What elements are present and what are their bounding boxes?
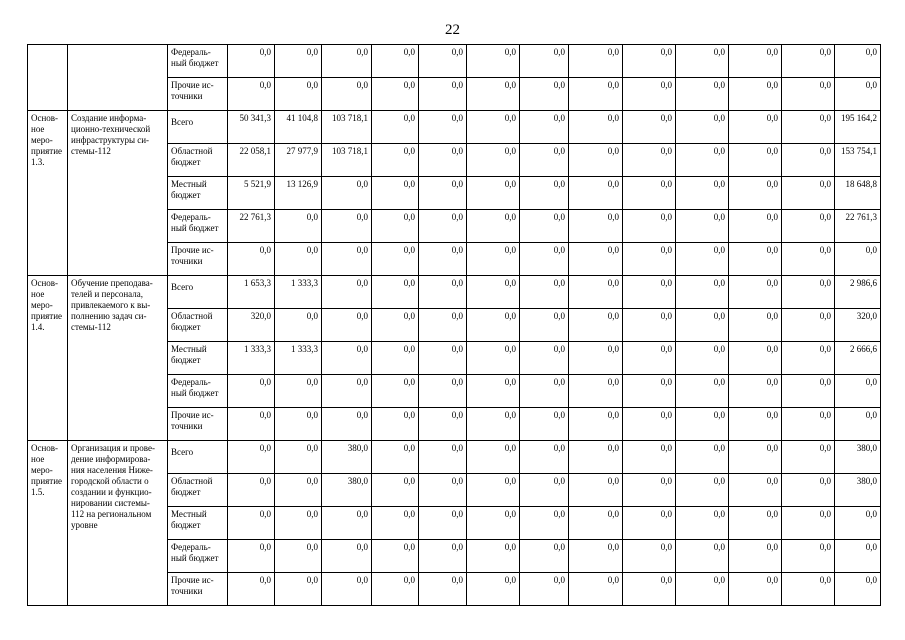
- value-cell: 0,0: [569, 45, 623, 78]
- page-number: 22: [445, 22, 460, 38]
- value-cell: 0,0: [676, 309, 729, 342]
- value-cell: 0,0: [322, 375, 372, 408]
- value-cell: 0,0: [569, 507, 623, 540]
- value-cell: 0,0: [372, 474, 419, 507]
- value-cell: 0,0: [520, 342, 569, 375]
- value-cell: 0,0: [782, 111, 835, 144]
- value-cell: 0,0: [419, 276, 467, 309]
- value-cell: 0,0: [520, 78, 569, 111]
- value-cell: 0,0: [729, 408, 782, 441]
- value-cell: 0,0: [275, 408, 322, 441]
- value-cell: 0,0: [676, 243, 729, 276]
- value-cell: 0,0: [520, 375, 569, 408]
- value-cell: 0,0: [569, 309, 623, 342]
- value-cell: 0,0: [419, 573, 467, 606]
- value-cell: 13 126,9: [275, 177, 322, 210]
- value-cell: 0,0: [729, 540, 782, 573]
- value-cell: 0,0: [322, 243, 372, 276]
- value-cell: 0,0: [676, 45, 729, 78]
- value-cell: 0,0: [729, 210, 782, 243]
- value-cell: 0,0: [467, 45, 520, 78]
- value-cell: 0,0: [676, 210, 729, 243]
- measure-cell: [28, 45, 68, 111]
- funding-source-cell: Прочие ис- точники: [168, 408, 228, 441]
- value-cell: 0,0: [275, 540, 322, 573]
- value-cell: 0,0: [322, 540, 372, 573]
- value-cell: 0,0: [322, 507, 372, 540]
- measure-name-cell: Обучение преподава- телей и персонала, привлекаемого к вы- полнению задач си- стемы-112: [68, 276, 168, 441]
- value-cell: 0,0: [419, 144, 467, 177]
- value-cell: 0,0: [467, 573, 520, 606]
- value-cell: 0,0: [520, 276, 569, 309]
- value-cell: 0,0: [782, 507, 835, 540]
- funding-source-cell: Федераль- ный бюджет: [168, 45, 228, 78]
- value-cell: 0,0: [676, 276, 729, 309]
- value-cell: 0,0: [520, 177, 569, 210]
- value-cell: 0,0: [228, 474, 275, 507]
- value-cell: 0,0: [372, 144, 419, 177]
- value-cell: 0,0: [782, 309, 835, 342]
- value-cell: 380,0: [322, 474, 372, 507]
- value-cell: 0,0: [623, 210, 676, 243]
- value-cell: 0,0: [419, 45, 467, 78]
- value-cell: 0,0: [228, 375, 275, 408]
- value-cell: 0,0: [623, 276, 676, 309]
- value-cell: 0,0: [275, 45, 322, 78]
- value-cell: 0,0: [467, 243, 520, 276]
- value-cell: 0,0: [835, 507, 881, 540]
- value-cell: 0,0: [372, 507, 419, 540]
- value-cell: 18 648,8: [835, 177, 881, 210]
- value-cell: 0,0: [569, 144, 623, 177]
- value-cell: 380,0: [835, 474, 881, 507]
- value-cell: 0,0: [467, 342, 520, 375]
- value-cell: 0,0: [782, 474, 835, 507]
- value-cell: 0,0: [569, 177, 623, 210]
- value-cell: 195 164,2: [835, 111, 881, 144]
- value-cell: 2 986,6: [835, 276, 881, 309]
- value-cell: 0,0: [228, 408, 275, 441]
- value-cell: 0,0: [467, 441, 520, 474]
- value-cell: 0,0: [782, 276, 835, 309]
- value-cell: 0,0: [676, 342, 729, 375]
- value-cell: 0,0: [729, 45, 782, 78]
- value-cell: 0,0: [520, 507, 569, 540]
- value-cell: 0,0: [782, 144, 835, 177]
- value-cell: 380,0: [835, 441, 881, 474]
- value-cell: 0,0: [676, 177, 729, 210]
- value-cell: 0,0: [729, 111, 782, 144]
- value-cell: 0,0: [322, 276, 372, 309]
- value-cell: 0,0: [419, 243, 467, 276]
- measure-name-cell: Создание информа- ционно-технической инфраструктуры си- стемы-112: [68, 111, 168, 276]
- table-body: [28, 45, 881, 606]
- value-cell: 0,0: [569, 342, 623, 375]
- value-cell: 0,0: [623, 45, 676, 78]
- funding-source-cell: Прочие ис- точники: [168, 78, 228, 111]
- value-cell: 0,0: [467, 375, 520, 408]
- value-cell: 0,0: [520, 309, 569, 342]
- value-cell: 0,0: [623, 507, 676, 540]
- value-cell: 0,0: [372, 309, 419, 342]
- value-cell: 0,0: [782, 342, 835, 375]
- value-cell: 0,0: [322, 309, 372, 342]
- value-cell: 0,0: [322, 78, 372, 111]
- value-cell: 0,0: [228, 243, 275, 276]
- measure-cell: Основ- ное меро- приятие 1.4.: [28, 276, 68, 441]
- value-cell: 0,0: [676, 540, 729, 573]
- value-cell: 0,0: [729, 144, 782, 177]
- value-cell: 0,0: [623, 177, 676, 210]
- funding-source-cell: Местный бюджет: [168, 507, 228, 540]
- value-cell: 0,0: [275, 507, 322, 540]
- value-cell: 0,0: [569, 474, 623, 507]
- value-cell: 27 977,9: [275, 144, 322, 177]
- value-cell: 0,0: [729, 177, 782, 210]
- value-cell: 0,0: [467, 144, 520, 177]
- value-cell: 0,0: [228, 78, 275, 111]
- value-cell: 0,0: [569, 375, 623, 408]
- value-cell: 0,0: [729, 375, 782, 408]
- value-cell: 0,0: [467, 408, 520, 441]
- value-cell: 0,0: [419, 441, 467, 474]
- value-cell: 0,0: [520, 210, 569, 243]
- value-cell: 0,0: [782, 78, 835, 111]
- funding-source-cell: Всего: [168, 276, 228, 309]
- funding-source-cell: Местный бюджет: [168, 342, 228, 375]
- table-row: [28, 276, 881, 309]
- value-cell: 0,0: [782, 375, 835, 408]
- value-cell: 320,0: [228, 309, 275, 342]
- value-cell: 0,0: [623, 309, 676, 342]
- budget-table: [27, 44, 881, 606]
- value-cell: 0,0: [520, 144, 569, 177]
- value-cell: 0,0: [419, 342, 467, 375]
- value-cell: 0,0: [729, 441, 782, 474]
- value-cell: 22 761,3: [835, 210, 881, 243]
- value-cell: 0,0: [569, 540, 623, 573]
- value-cell: 0,0: [372, 78, 419, 111]
- value-cell: 0,0: [569, 78, 623, 111]
- value-cell: 0,0: [228, 507, 275, 540]
- value-cell: 0,0: [569, 276, 623, 309]
- value-cell: 22 761,3: [228, 210, 275, 243]
- funding-source-cell: Федераль- ный бюджет: [168, 210, 228, 243]
- funding-source-cell: Областной бюджет: [168, 309, 228, 342]
- value-cell: 0,0: [676, 507, 729, 540]
- value-cell: 0,0: [782, 408, 835, 441]
- value-cell: 0,0: [623, 408, 676, 441]
- value-cell: 0,0: [676, 408, 729, 441]
- value-cell: 0,0: [228, 540, 275, 573]
- value-cell: 380,0: [322, 441, 372, 474]
- value-cell: 0,0: [419, 210, 467, 243]
- value-cell: 0,0: [835, 375, 881, 408]
- value-cell: 0,0: [419, 78, 467, 111]
- value-cell: 0,0: [520, 540, 569, 573]
- value-cell: 0,0: [372, 276, 419, 309]
- value-cell: 0,0: [467, 177, 520, 210]
- value-cell: 0,0: [275, 78, 322, 111]
- value-cell: 0,0: [569, 210, 623, 243]
- table-row: [28, 111, 881, 144]
- value-cell: 50 341,3: [228, 111, 275, 144]
- value-cell: 0,0: [623, 540, 676, 573]
- funding-source-cell: Местный бюджет: [168, 177, 228, 210]
- value-cell: 0,0: [782, 243, 835, 276]
- value-cell: 0,0: [467, 474, 520, 507]
- value-cell: 0,0: [275, 210, 322, 243]
- value-cell: 0,0: [419, 111, 467, 144]
- value-cell: 0,0: [835, 243, 881, 276]
- measure-cell: Основ- ное меро- приятие 1.5.: [28, 441, 68, 606]
- value-cell: 0,0: [623, 342, 676, 375]
- table-row: [28, 441, 881, 474]
- value-cell: 0,0: [520, 408, 569, 441]
- value-cell: 1 653,3: [228, 276, 275, 309]
- value-cell: 0,0: [275, 243, 322, 276]
- value-cell: 0,0: [372, 177, 419, 210]
- value-cell: 0,0: [782, 210, 835, 243]
- value-cell: 0,0: [322, 573, 372, 606]
- value-cell: 0,0: [467, 111, 520, 144]
- value-cell: 0,0: [467, 78, 520, 111]
- value-cell: 0,0: [419, 507, 467, 540]
- value-cell: 2 666,6: [835, 342, 881, 375]
- value-cell: 0,0: [467, 276, 520, 309]
- funding-source-cell: Прочие ис- точники: [168, 573, 228, 606]
- value-cell: 0,0: [729, 243, 782, 276]
- value-cell: 103 718,1: [322, 111, 372, 144]
- funding-source-cell: Федераль- ный бюджет: [168, 540, 228, 573]
- table-row: [28, 45, 881, 78]
- value-cell: 0,0: [275, 375, 322, 408]
- value-cell: 0,0: [520, 243, 569, 276]
- value-cell: 0,0: [372, 375, 419, 408]
- value-cell: 0,0: [467, 540, 520, 573]
- value-cell: 0,0: [729, 78, 782, 111]
- measure-name-cell: Организация и прове- дение информирова- ния населения Ниже- городской области о создании и функцио- нировании системы- 112 на региональном уровне: [68, 441, 168, 606]
- value-cell: 0,0: [782, 573, 835, 606]
- value-cell: 0,0: [372, 441, 419, 474]
- value-cell: 0,0: [520, 111, 569, 144]
- value-cell: 0,0: [467, 507, 520, 540]
- value-cell: 0,0: [623, 375, 676, 408]
- value-cell: 0,0: [419, 474, 467, 507]
- value-cell: 0,0: [467, 309, 520, 342]
- value-cell: 0,0: [520, 45, 569, 78]
- value-cell: 0,0: [569, 441, 623, 474]
- value-cell: 0,0: [729, 342, 782, 375]
- value-cell: 0,0: [372, 111, 419, 144]
- funding-source-cell: Всего: [168, 111, 228, 144]
- value-cell: 0,0: [228, 573, 275, 606]
- value-cell: 0,0: [676, 111, 729, 144]
- value-cell: 1 333,3: [228, 342, 275, 375]
- value-cell: 41 104,8: [275, 111, 322, 144]
- value-cell: 320,0: [835, 309, 881, 342]
- value-cell: 0,0: [782, 540, 835, 573]
- value-cell: 0,0: [372, 45, 419, 78]
- value-cell: 0,0: [569, 111, 623, 144]
- value-cell: 0,0: [275, 474, 322, 507]
- value-cell: 0,0: [322, 210, 372, 243]
- value-cell: 0,0: [372, 408, 419, 441]
- value-cell: 0,0: [322, 45, 372, 78]
- value-cell: 0,0: [729, 573, 782, 606]
- value-cell: 0,0: [676, 474, 729, 507]
- value-cell: 0,0: [623, 441, 676, 474]
- funding-source-cell: Прочие ис- точники: [168, 243, 228, 276]
- value-cell: 1 333,3: [275, 276, 322, 309]
- value-cell: 0,0: [520, 474, 569, 507]
- value-cell: 0,0: [729, 309, 782, 342]
- value-cell: 0,0: [372, 210, 419, 243]
- value-cell: 0,0: [729, 507, 782, 540]
- value-cell: 0,0: [275, 309, 322, 342]
- value-cell: 0,0: [676, 375, 729, 408]
- value-cell: 0,0: [623, 78, 676, 111]
- value-cell: 0,0: [520, 441, 569, 474]
- value-cell: 0,0: [419, 309, 467, 342]
- value-cell: 0,0: [729, 276, 782, 309]
- value-cell: 0,0: [275, 573, 322, 606]
- value-cell: 0,0: [322, 177, 372, 210]
- value-cell: 0,0: [676, 573, 729, 606]
- value-cell: 0,0: [623, 144, 676, 177]
- value-cell: 0,0: [520, 573, 569, 606]
- value-cell: 5 521,9: [228, 177, 275, 210]
- value-cell: 0,0: [835, 573, 881, 606]
- funding-source-cell: Всего: [168, 441, 228, 474]
- value-cell: 0,0: [835, 45, 881, 78]
- value-cell: 103 718,1: [322, 144, 372, 177]
- value-cell: 0,0: [569, 243, 623, 276]
- value-cell: 0,0: [372, 540, 419, 573]
- value-cell: 0,0: [275, 441, 322, 474]
- value-cell: 0,0: [676, 144, 729, 177]
- value-cell: 0,0: [835, 78, 881, 111]
- value-cell: 0,0: [729, 474, 782, 507]
- funding-source-cell: Федераль- ный бюджет: [168, 375, 228, 408]
- value-cell: 0,0: [322, 408, 372, 441]
- value-cell: 0,0: [322, 342, 372, 375]
- value-cell: 1 333,3: [275, 342, 322, 375]
- value-cell: 0,0: [782, 45, 835, 78]
- funding-source-cell: Областной бюджет: [168, 144, 228, 177]
- value-cell: 0,0: [623, 573, 676, 606]
- value-cell: 0,0: [623, 111, 676, 144]
- value-cell: 0,0: [372, 573, 419, 606]
- value-cell: 0,0: [835, 408, 881, 441]
- measure-cell: Основ- ное меро- приятие 1.3.: [28, 111, 68, 276]
- value-cell: 0,0: [623, 474, 676, 507]
- value-cell: 0,0: [623, 243, 676, 276]
- value-cell: 0,0: [835, 540, 881, 573]
- value-cell: 0,0: [228, 45, 275, 78]
- value-cell: 0,0: [228, 441, 275, 474]
- value-cell: 0,0: [782, 441, 835, 474]
- value-cell: 22 058,1: [228, 144, 275, 177]
- value-cell: 0,0: [569, 408, 623, 441]
- value-cell: 0,0: [676, 441, 729, 474]
- value-cell: 0,0: [419, 375, 467, 408]
- value-cell: 0,0: [372, 243, 419, 276]
- value-cell: 0,0: [467, 210, 520, 243]
- measure-name-cell: [68, 45, 168, 111]
- value-cell: 0,0: [676, 78, 729, 111]
- value-cell: 153 754,1: [835, 144, 881, 177]
- value-cell: 0,0: [419, 408, 467, 441]
- value-cell: 0,0: [419, 540, 467, 573]
- value-cell: 0,0: [569, 573, 623, 606]
- value-cell: 0,0: [782, 177, 835, 210]
- value-cell: 0,0: [419, 177, 467, 210]
- funding-source-cell: Областной бюджет: [168, 474, 228, 507]
- value-cell: 0,0: [372, 342, 419, 375]
